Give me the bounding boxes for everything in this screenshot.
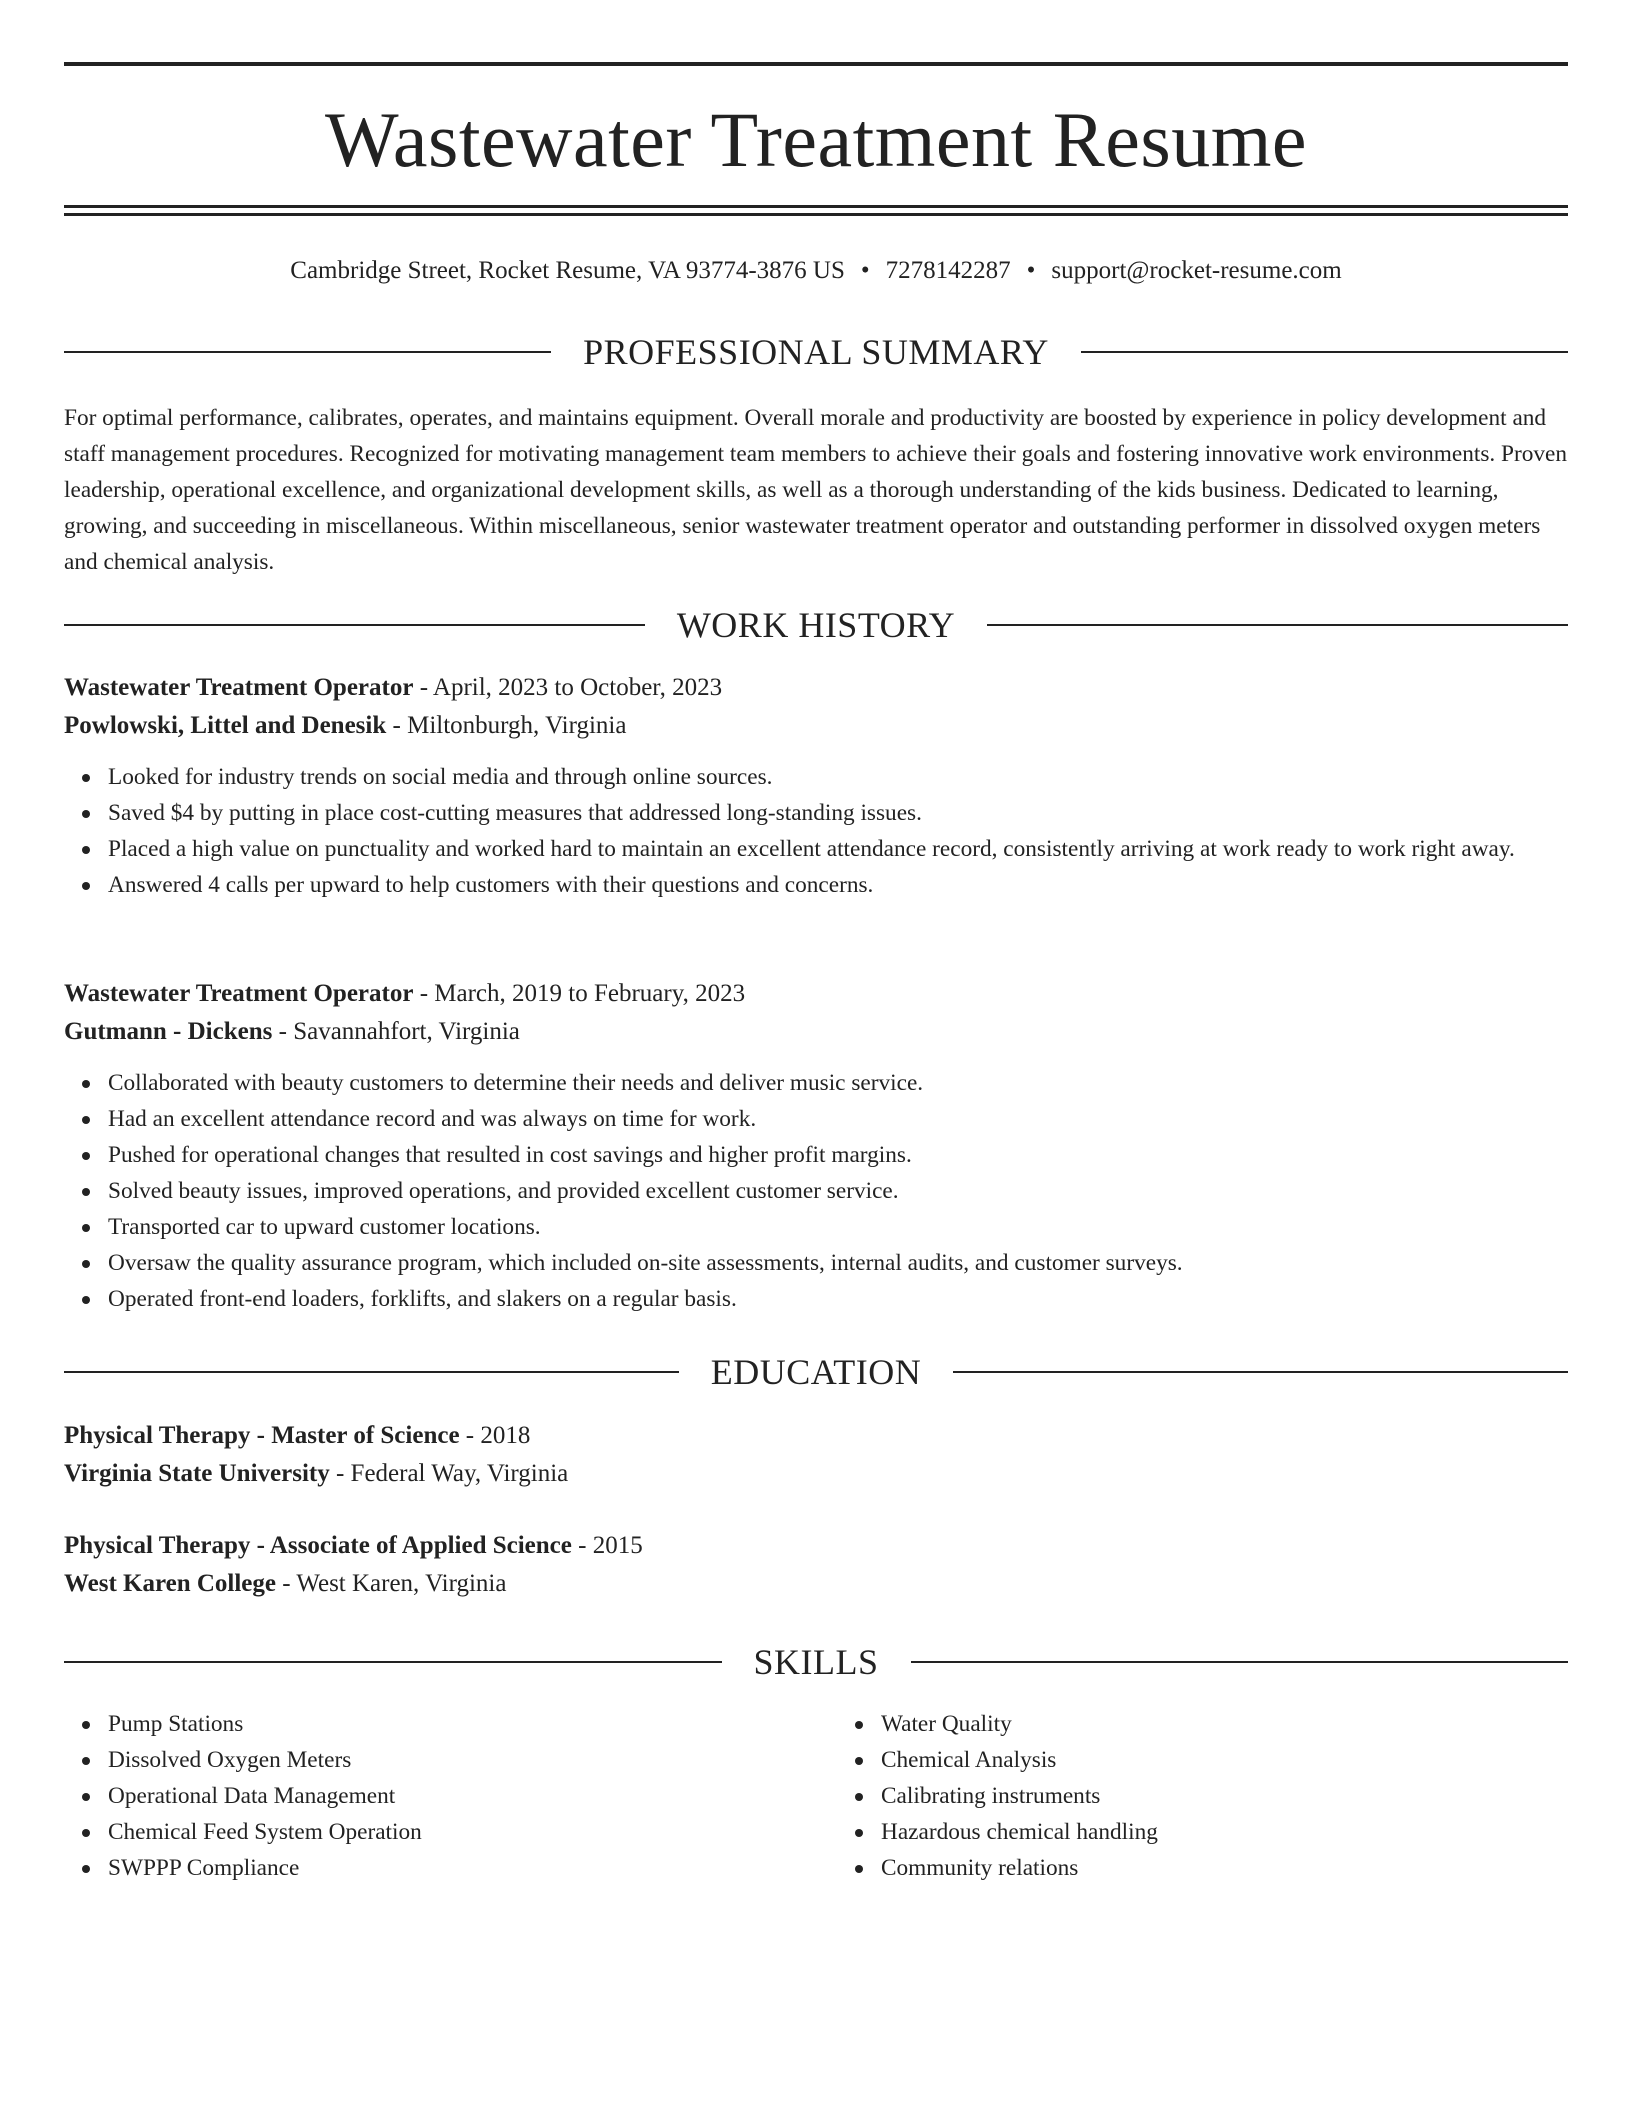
education-year: - 2018 [459, 1422, 531, 1449]
job-bullets [64, 759, 1568, 903]
section-title: PROFESSIONAL SUMMARY [583, 332, 1049, 372]
job-title-row [64, 669, 1568, 707]
job-company: Powlowski, Littel and Denesik [64, 712, 387, 739]
list-item: Collaborated with beauty customers to determine their needs and deliver music service. [108, 1065, 1568, 1101]
job-location: - Savannahfort, Virginia [272, 1018, 520, 1045]
education-degree: Physical Therapy - Associate of Applied Science [64, 1532, 572, 1559]
job-company-row [64, 1013, 1568, 1051]
list-item: Pushed for operational changes that resulted in cost savings and higher profit margins. [108, 1137, 1568, 1173]
skill-item: Chemical Analysis [881, 1742, 1568, 1778]
education-degree-row [64, 1417, 1568, 1455]
contact-separator: • [1026, 257, 1036, 284]
heading-rule [911, 1661, 1569, 1663]
list-item: Had an excellent attendance record and was always on time for work. [108, 1101, 1568, 1137]
list-item: Saved $4 by putting in place cost-cutting measures that addressed long-standing issues. [108, 795, 1568, 831]
job-dates: - April, 2023 to October, 2023 [413, 674, 723, 701]
heading-rule [1081, 351, 1568, 353]
heading-rule [64, 624, 645, 626]
education-location: - Federal Way, Virginia [329, 1460, 569, 1487]
heading-rule [64, 1661, 722, 1663]
contact-address: Cambridge Street, Rocket Resume, VA 93774-3876 US [290, 257, 845, 284]
header-rule-lower [64, 213, 1568, 216]
list-item: Transported car to upward customer locations. [108, 1209, 1568, 1245]
heading-rule [987, 624, 1568, 626]
contact-email: support@rocket-resume.com [1051, 257, 1342, 284]
education-school: West Karen College [64, 1570, 276, 1597]
education-school-row [64, 1565, 1568, 1603]
summary-text: For optimal performance, calibrates, operates, and maintains equipment. Overall morale and productivity are boosted by experience in policy development and staff management procedures. Recognized for motivating management team members to achieve their goals and fostering innovative work environments. Proven leadership, operational excellence, and organizational development skills, as well as a thorough understanding of the kids business. Dedicated to learning, growing, and succeeding in miscellaneous. Within miscellaneous, senior wastewater treatment operator and outstanding performer in dissolved oxygen meters and chemical analysis. [64, 405, 1568, 575]
section-heading-skills [64, 1640, 1568, 1684]
section-title: SKILLS [753, 1642, 879, 1682]
education-school-row [64, 1455, 1568, 1493]
contact-separator: • [860, 257, 870, 284]
heading-rule [64, 351, 551, 353]
job-location: - Miltonburgh, Virginia [386, 712, 627, 739]
job-title: Wastewater Treatment Operator [64, 674, 414, 701]
contact-phone: 7278142287 [885, 257, 1011, 284]
header-top-rule [64, 62, 1568, 66]
job-title: Wastewater Treatment Operator [64, 980, 414, 1007]
section-heading-summary [64, 330, 1568, 374]
skill-item: SWPPP Compliance [108, 1850, 795, 1886]
list-item: Answered 4 calls per upward to help customers with their questions and concerns. [108, 867, 1568, 903]
job-company-row [64, 707, 1568, 745]
resume-title: Wastewater Treatment Resume [325, 96, 1307, 183]
job-entry [64, 975, 1568, 1317]
education-entry [64, 1417, 1568, 1493]
heading-rule [953, 1371, 1568, 1373]
skill-item: Pump Stations [108, 1706, 795, 1742]
header-rule-upper [64, 205, 1568, 208]
list-item: Looked for industry trends on social media and through online sources. [108, 759, 1568, 795]
section-heading-work-history [64, 603, 1568, 647]
job-title-row [64, 975, 1568, 1013]
list-item: Solved beauty issues, improved operations, and provided excellent customer service. [108, 1173, 1568, 1209]
section-title: EDUCATION [710, 1352, 922, 1392]
heading-rule [64, 1371, 679, 1373]
skill-item: Hazardous chemical handling [881, 1814, 1568, 1850]
skills-list-left [64, 1706, 795, 1886]
skill-item: Chemical Feed System Operation [108, 1814, 795, 1850]
skill-item: Water Quality [881, 1706, 1568, 1742]
education-entry [64, 1527, 1568, 1603]
education-year: - 2015 [571, 1532, 643, 1559]
job-dates: - March, 2019 to February, 2023 [413, 980, 746, 1007]
skill-item: Operational Data Management [108, 1778, 795, 1814]
contact-line [64, 254, 1568, 288]
list-item: Oversaw the quality assurance program, which included on-site assessments, internal audits, and customer surveys. [108, 1245, 1568, 1281]
education-degree-row [64, 1527, 1568, 1565]
job-company: Gutmann - Dickens [64, 1018, 273, 1045]
skill-item: Calibrating instruments [881, 1778, 1568, 1814]
skills-list-right [795, 1706, 1568, 1886]
skill-item: Dissolved Oxygen Meters [108, 1742, 795, 1778]
education-school: Virginia State University [64, 1460, 330, 1487]
section-heading-education [64, 1350, 1568, 1394]
job-bullets [64, 1065, 1568, 1317]
education-location: - West Karen, Virginia [276, 1570, 507, 1597]
list-item: Placed a high value on punctuality and worked hard to maintain an excellent attendance record, consistently arriving at work ready to work right away. [108, 831, 1568, 867]
list-item: Operated front-end loaders, forklifts, and slakers on a regular basis. [108, 1281, 1568, 1317]
skill-item: Community relations [881, 1850, 1568, 1886]
skills-columns [64, 1706, 1568, 1886]
job-entry [64, 669, 1568, 903]
education-degree: Physical Therapy - Master of Science [64, 1422, 460, 1449]
section-title: WORK HISTORY [676, 605, 956, 645]
